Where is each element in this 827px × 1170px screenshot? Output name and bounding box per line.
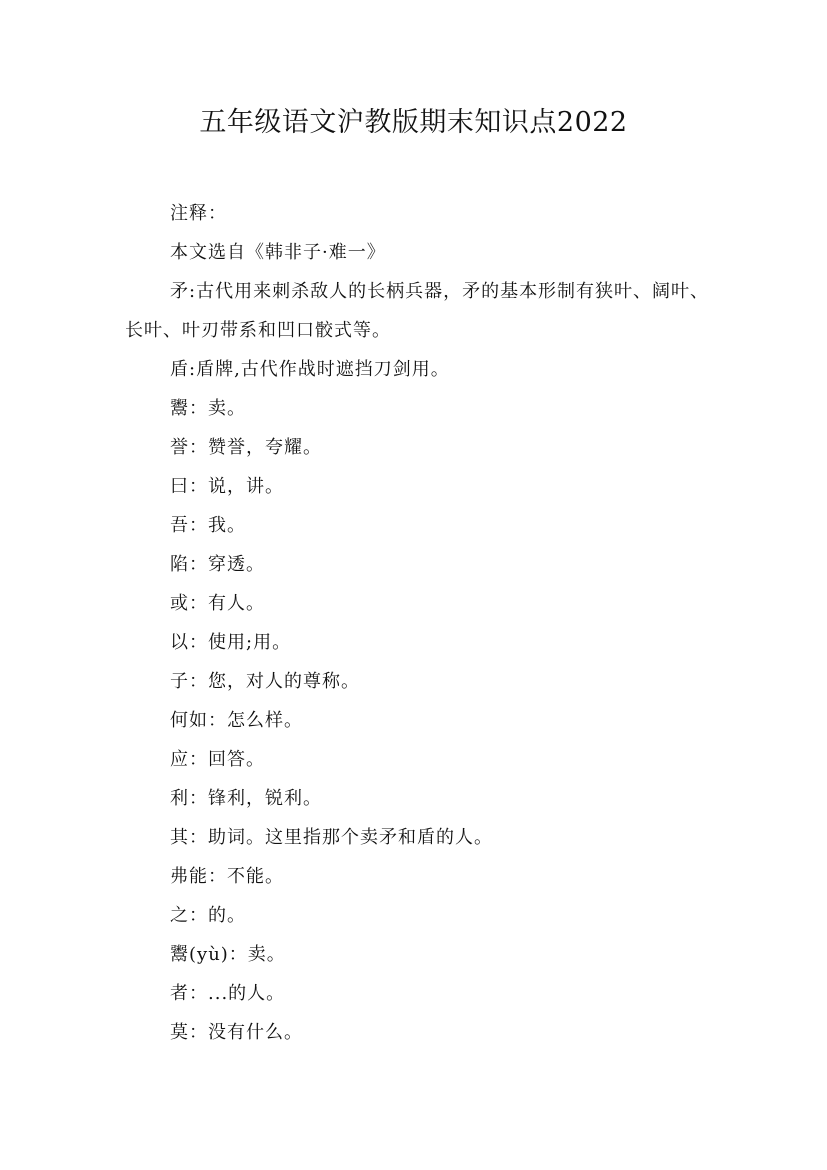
paragraph-definition: 之：的。 [170,905,246,926]
paragraph-definition: 或：有人。 [170,593,265,614]
paragraph-definition: 盾:盾牌,古代作战时遮挡刀剑用。 [170,359,450,380]
paragraph-definition: 其：助词。这里指那个卖矛和盾的人。 [170,827,493,848]
paragraph-definition: 鬻：卖。 [170,398,246,419]
paragraph-definition: 吾：我。 [170,515,246,536]
paragraph-definition: 以：使用;用。 [170,632,292,653]
paragraph-definition: 莫：没有什么。 [170,1022,303,1043]
paragraph-definition: 鬻(yù)：卖。 [170,944,286,965]
paragraph-definition: 应：回答。 [170,749,265,770]
paragraph-definition: 何如：怎么样。 [170,710,303,731]
paragraph-source: 本文选自《韩非子·难一》 [170,242,386,263]
paragraph-definition: 矛:古代用来刺杀敌人的长柄兵器，矛的基本形制有狭叶、阔叶、长叶、叶刃带系和凹口骹式等。 [125,281,710,341]
paragraph-definition: 誉：赞誉，夸耀。 [170,437,322,458]
paragraph-definition: 者：...的人。 [170,983,286,1004]
paragraph-definition: 曰：说，讲。 [170,476,284,497]
paragraph-annotation-heading: 注释： [170,203,227,224]
paragraph-definition: 子：您，对人的尊称。 [170,671,360,692]
paragraph-definition: 弗能：不能。 [170,866,284,887]
paragraph-definition: 利：锋利，锐利。 [170,788,322,809]
document-title: 五年级语文沪教版期末知识点2022 [199,107,628,138]
paragraph-definition: 陷：穿透。 [170,554,265,575]
document-body [125,194,715,1052]
